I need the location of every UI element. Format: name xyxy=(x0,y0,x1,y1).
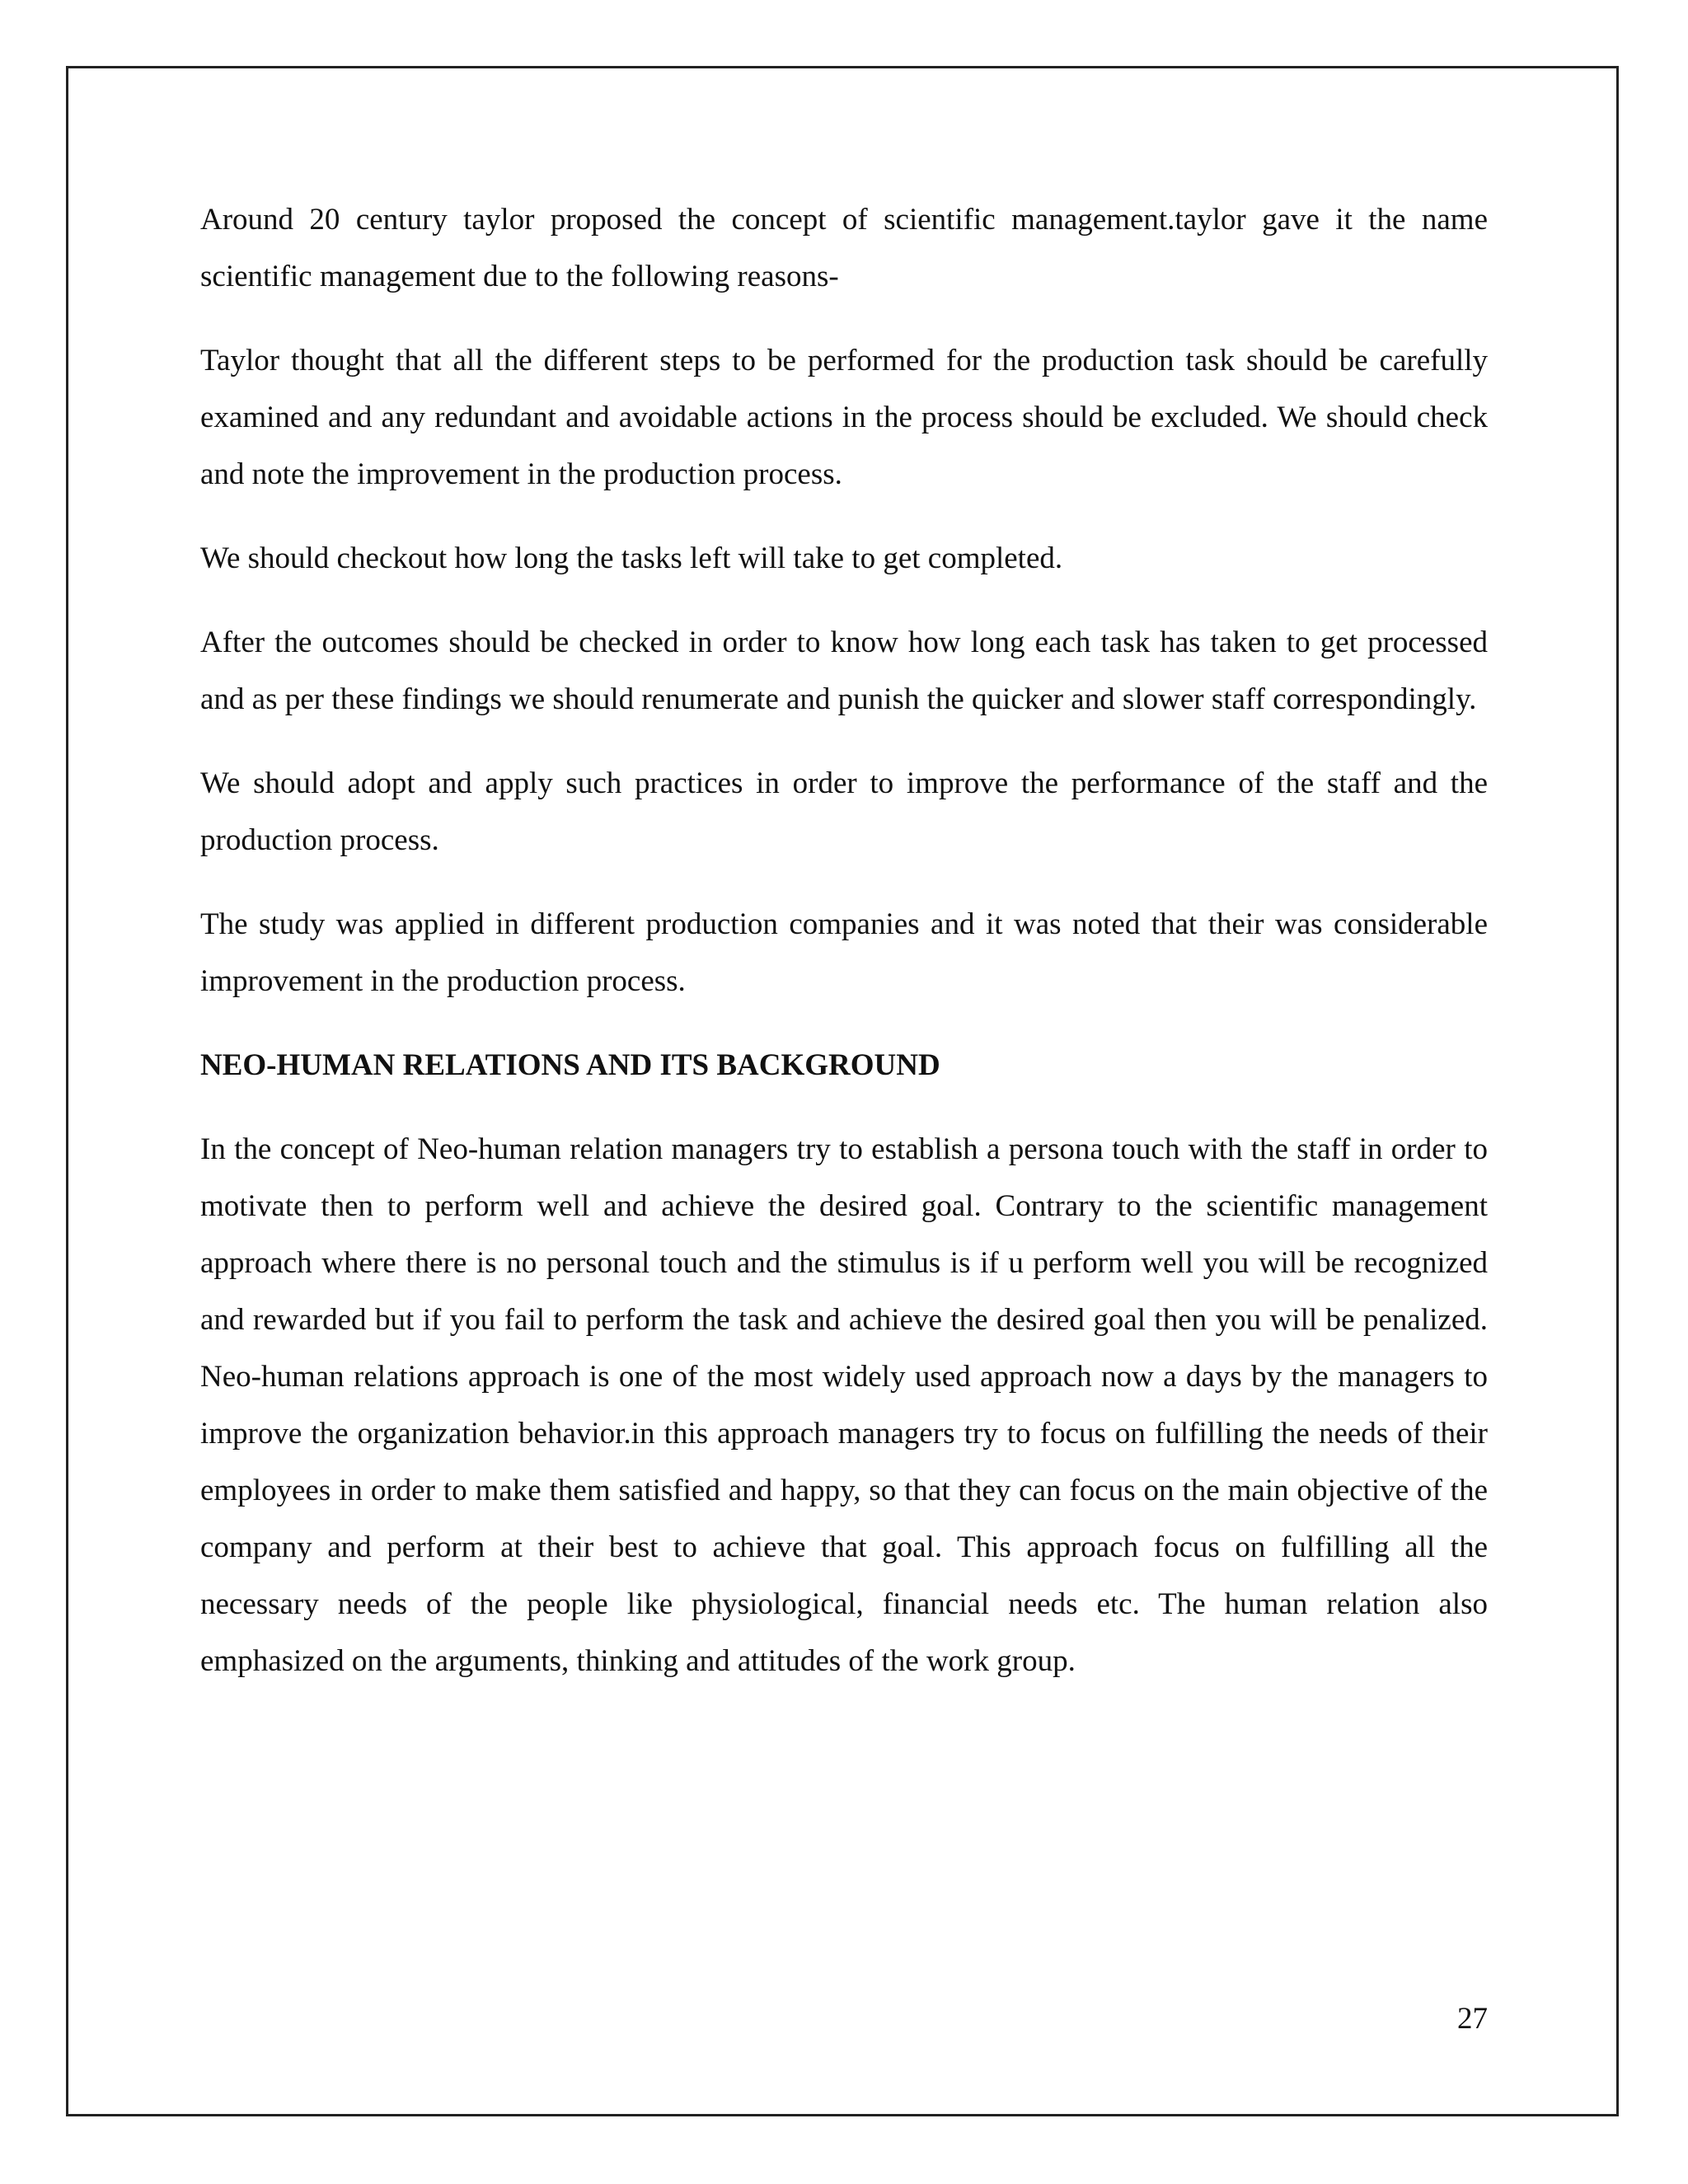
paragraph-adopt-practices: We should adopt and apply such practices in order to improve the performance of the staff and the production process. xyxy=(200,766,1488,857)
page-content xyxy=(200,191,1488,1717)
paragraph-checkout-tasks: We should checkout how long the tasks left will take to get completed. xyxy=(200,541,1063,575)
paragraph-taylor-steps: Taylor thought that all the different steps to be performed for the production task should be carefully examined and any redundant and avoidable actions in the process should be excluded. We should check and note the improvement in the production process. xyxy=(200,344,1488,491)
section-heading: NEO-HUMAN RELATIONS AND ITS BACKGROUND xyxy=(200,1048,940,1082)
paragraph-study-applied: The study was applied in different production companies and it was noted that their was considerable improvement in the production process. xyxy=(200,907,1488,998)
paragraph-neo-human-relations: In the concept of Neo-human relation managers try to establish a persona touch with the staff in order to motivate then to perform well and achieve the desired goal. Contrary to the scientific management approach where there is no personal touch and the stimulus is if u perform well you will be recognized and rewarded but if you fail to perform the task and achieve the desired goal then you will be penalized. Neo-human relations approach is one of the most widely used approach now a days by the managers to improve the organization behavior.in this approach managers try to focus on fulfilling the needs of their employees in order to make them satisfied and happy, so that they can focus on the main objective of the company and perform at their best to achieve that goal. This approach focus on fulfilling all the necessary needs of the people like physiological, financial needs etc. The human relation also emphasized on the arguments, thinking and attitudes of the work group. xyxy=(200,1132,1488,1678)
paragraph-scientific-management-intro: Around 20 century taylor proposed the concept of scientific management.taylor gave it the name scientific management due to the following reasons- xyxy=(200,203,1488,293)
paragraph-outcomes-checked: After the outcomes should be checked in order to know how long each task has taken to get processed and as per these findings we should renumerate and punish the quicker and slower staff correspondingly. xyxy=(200,626,1488,716)
page-number: 27 xyxy=(1457,2002,1488,2036)
